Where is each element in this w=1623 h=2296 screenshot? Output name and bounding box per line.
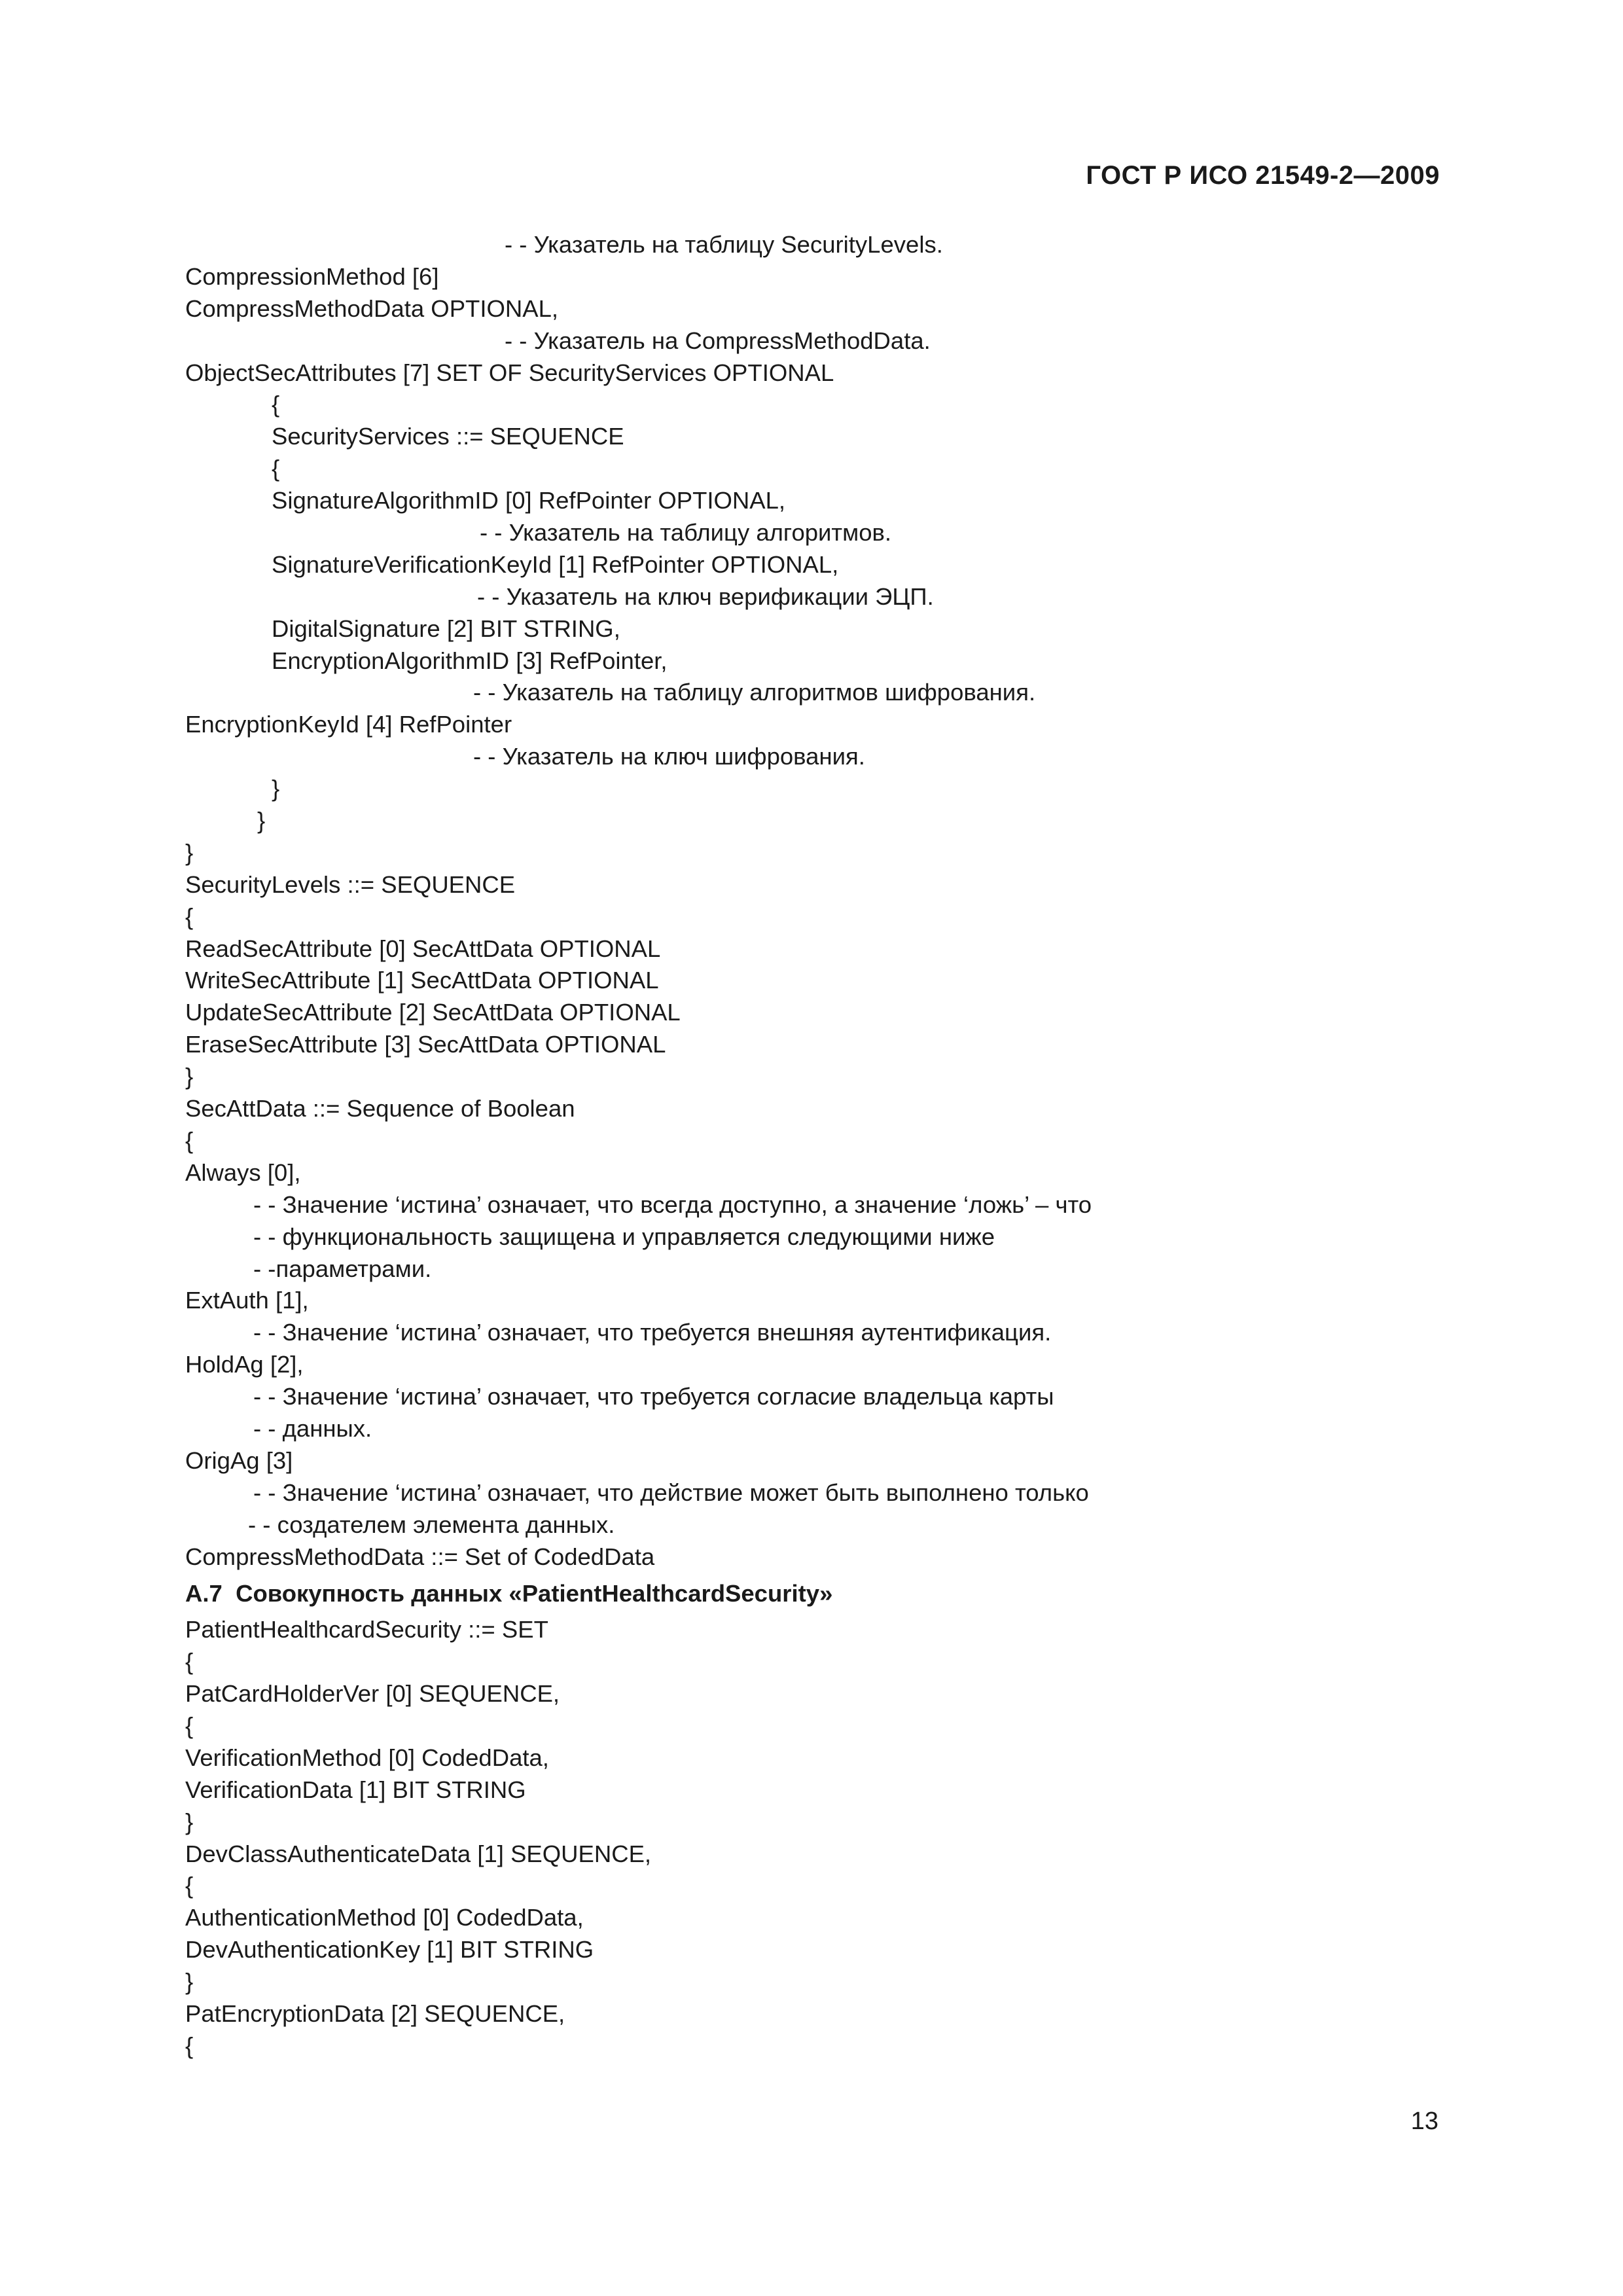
code-line: EncryptionKeyId [4] RefPointer: [185, 711, 512, 738]
code-line: - - Указатель на ключ верификации ЭЦП.: [477, 583, 934, 610]
code-line: PatCardHolderVer [0] SEQUENCE,: [185, 1680, 560, 1708]
code-line: DevAuthenticationKey [1] BIT STRING: [185, 1936, 594, 1964]
asn1-listing: [185, 229, 1442, 2062]
code-line: WriteSecAttribute [1] SecAttData OPTIONAL: [185, 967, 659, 994]
code-line: }: [185, 1808, 194, 1835]
code-line: CompressMethodData OPTIONAL,: [185, 295, 559, 322]
code-line: CompressMethodData ::= Set of CodedData: [185, 1543, 655, 1570]
code-line: - - Указатель на ключ шифрования.: [473, 743, 865, 770]
code-line: AuthenticationMethod [0] CodedData,: [185, 1904, 584, 1931]
code-line: CompressionMethod [6]: [185, 262, 439, 290]
code-line: - - функциональность защищена и управляется следующими ниже: [253, 1223, 995, 1250]
code-line: SecAttData ::= Sequence of Boolean: [185, 1095, 575, 1122]
standard-header: ГОСТ Р ИСО 21549-2—2009: [1086, 161, 1440, 190]
code-line: SignatureAlgorithmID [0] RefPointer OPTIONAL,: [272, 487, 786, 514]
code-line: UpdateSecAttribute [2] SecAttData OPTIONAL: [185, 999, 681, 1026]
code-line: {: [185, 1872, 194, 1899]
code-line: PatEncryptionData [2] SEQUENCE,: [185, 2000, 565, 2027]
code-line: OrigAg [3]: [185, 1446, 293, 1474]
code-line: - -параметрами.: [253, 1255, 432, 1282]
section-heading-a7: А.7 Совокупность данных «PatientHealthcardSecurity»: [185, 1580, 833, 1607]
code-line: ExtAuth [1],: [185, 1287, 309, 1314]
code-line: VerificationData [1] BIT STRING: [185, 1776, 526, 1803]
code-line: VerificationMethod [0] CodedData,: [185, 1744, 549, 1771]
asn1-block-security-levels: [185, 229, 1442, 1573]
code-line: DigitalSignature [2] BIT STRING,: [272, 615, 620, 642]
code-line: - - Значение ‘истина’ означает, что всегда доступно, а значение ‘ложь’ – что: [253, 1191, 1092, 1218]
code-line: - - данных.: [253, 1414, 372, 1442]
code-line: }: [257, 807, 266, 834]
code-line: {: [272, 455, 280, 482]
code-line: ObjectSecAttributes [7] SET OF SecurityServices OPTIONAL: [185, 359, 834, 386]
code-line: EraseSecAttribute [3] SecAttData OPTIONAL: [185, 1031, 666, 1058]
code-line: }: [185, 1968, 194, 1996]
code-line: HoldAg [2],: [185, 1351, 304, 1378]
code-line: {: [185, 2032, 194, 2059]
code-line: {: [272, 391, 280, 418]
code-line: SignatureVerificationKeyId [1] RefPointer OPTIONAL,: [272, 550, 839, 578]
code-line: {: [185, 903, 194, 930]
code-line: SecurityLevels ::= SEQUENCE: [185, 870, 516, 898]
code-line: {: [185, 1126, 194, 1154]
code-line: - - Указатель на CompressMethodData.: [505, 327, 931, 354]
code-line: - - Значение ‘истина’ означает, что требуется внешняя аутентификация.: [253, 1319, 1052, 1346]
code-line: SecurityServices ::= SEQUENCE: [272, 423, 624, 450]
code-line: }: [185, 1063, 194, 1090]
code-line: {: [185, 1712, 194, 1739]
code-line: Always [0],: [185, 1158, 301, 1186]
code-line: ReadSecAttribute [0] SecAttData OPTIONAL: [185, 935, 661, 962]
code-line: - - Значение ‘истина’ означает, что действие может быть выполнено только: [253, 1479, 1089, 1506]
code-line: - - создателем элемента данных.: [248, 1511, 615, 1538]
code-line: }: [185, 838, 194, 866]
code-line: }: [272, 775, 280, 802]
code-line: EncryptionAlgorithmID [3] RefPointer,: [272, 647, 668, 674]
page-number: 13: [1410, 2108, 1438, 2135]
code-line: - - Указатель на таблицу SecurityLevels.: [505, 231, 943, 258]
asn1-block-patient-healthcard-security: [185, 1614, 1442, 2062]
code-line: DevClassAuthenticateData [1] SEQUENCE,: [185, 1840, 652, 1867]
code-line: - - Значение ‘истина’ означает, что требуется согласие владельца карты: [253, 1383, 1054, 1410]
code-line: PatientHealthcardSecurity ::= SET: [185, 1616, 548, 1643]
code-line: - - Указатель на таблицу алгоритмов шифрования.: [473, 679, 1036, 706]
code-line: {: [185, 1648, 194, 1676]
code-line: - - Указатель на таблицу алгоритмов.: [480, 519, 892, 547]
